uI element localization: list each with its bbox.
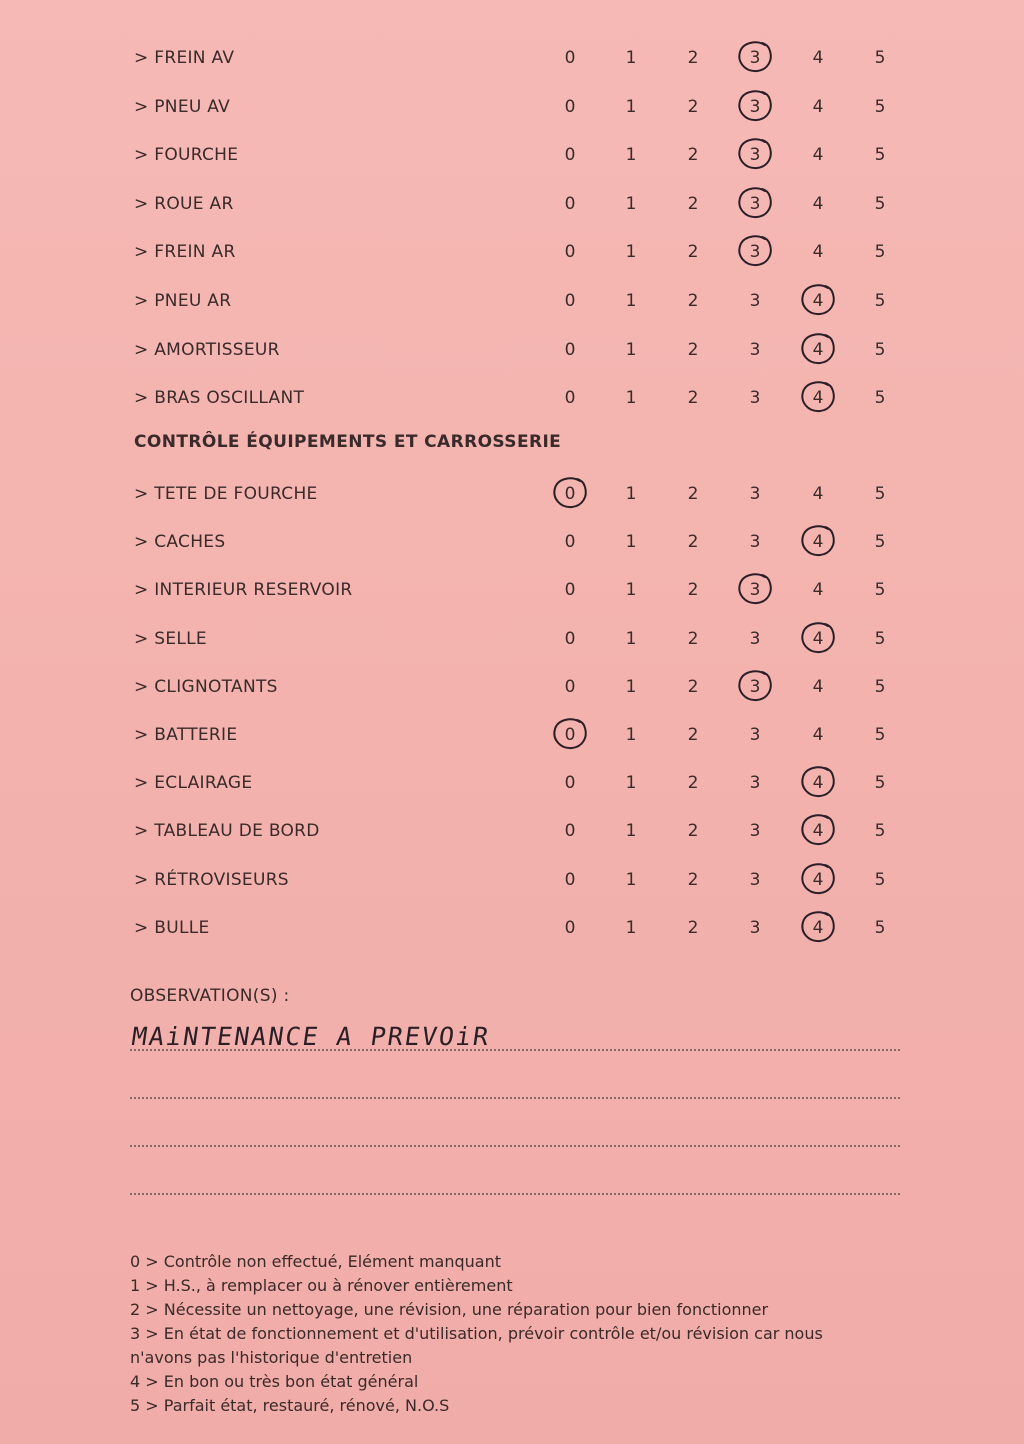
score-option-0: 0 [564, 48, 576, 68]
score-option-3: 3 [749, 532, 761, 553]
score-option-0: 0 [564, 628, 576, 649]
legend-line: 4 > En bon ou très bon état général [130, 1372, 419, 1391]
score-option-3: 3 [749, 676, 761, 697]
observation-line-3 [130, 1145, 900, 1147]
score-option-3: 3 [749, 48, 761, 68]
score-option-2: 2 [687, 484, 699, 504]
score-option-1: 1 [625, 532, 637, 553]
checklist-row [0, 335, 1024, 365]
score-option-4: 4 [812, 96, 824, 117]
score-option-4: 4 [812, 484, 824, 504]
item-label: > FOURCHE [134, 145, 239, 166]
item-label: > TABLEAU DE BORD [134, 821, 320, 842]
score-option-4: 4 [812, 291, 824, 311]
checklist-row [0, 720, 1024, 750]
item-label: > CACHES [134, 532, 226, 553]
item-label: > PNEU AV [134, 96, 231, 117]
score-option-4: 4 [812, 821, 824, 842]
item-label: > CLIGNOTANTS [134, 676, 278, 697]
item-label: > SELLE [134, 628, 207, 649]
score-option-2: 2 [687, 580, 699, 601]
checklist-row [0, 527, 1024, 557]
checklist-row [0, 92, 1024, 122]
checklist-row [0, 479, 1024, 509]
score-option-1: 1 [625, 242, 637, 263]
score-option-5: 5 [874, 821, 886, 842]
score-option-0: 0 [564, 145, 576, 166]
observation-line-2 [130, 1097, 900, 1099]
score-option-1: 1 [625, 773, 637, 794]
score-option-5: 5 [874, 532, 886, 553]
observations-label: OBSERVATION(S) : [130, 986, 290, 1006]
score-option-2: 2 [687, 242, 699, 263]
score-option-2: 2 [687, 532, 699, 553]
item-label: > FREIN AR [134, 242, 236, 263]
checklist-row [0, 624, 1024, 654]
score-option-5: 5 [874, 869, 886, 890]
legend-line: 1 > H.S., à remplacer ou à rénover entièrement [130, 1276, 513, 1295]
score-option-2: 2 [687, 291, 699, 311]
item-label: > BRAS OSCILLANT [134, 388, 305, 409]
score-option-5: 5 [874, 676, 886, 697]
score-option-2: 2 [687, 725, 699, 745]
score-option-5: 5 [874, 773, 886, 794]
score-option-1: 1 [625, 725, 637, 745]
score-option-5: 5 [874, 48, 886, 68]
item-label: > AMORTISSEUR [134, 339, 280, 360]
score-option-2: 2 [687, 821, 699, 842]
score-option-1: 1 [625, 145, 637, 166]
score-option-3: 3 [749, 917, 761, 938]
score-option-1: 1 [625, 388, 637, 409]
score-option-3: 3 [749, 96, 761, 117]
score-option-4: 4 [812, 193, 824, 214]
checklist-row [0, 768, 1024, 798]
checklist-row [0, 865, 1024, 895]
checklist-row [0, 383, 1024, 413]
score-option-2: 2 [687, 773, 699, 794]
score-option-5: 5 [874, 242, 886, 263]
checklist-row [0, 672, 1024, 702]
score-option-1: 1 [625, 628, 637, 649]
score-option-5: 5 [874, 388, 886, 409]
score-option-3: 3 [749, 725, 761, 745]
score-option-0: 0 [564, 242, 576, 263]
score-option-0: 0 [564, 580, 576, 601]
score-option-2: 2 [687, 96, 699, 117]
score-option-4: 4 [812, 628, 824, 649]
legend-line: 3 > En état de fonctionnement et d'utilisation, prévoir contrôle et/ou révision car nous [130, 1324, 823, 1343]
score-option-3: 3 [749, 145, 761, 166]
score-option-1: 1 [625, 291, 637, 311]
score-option-2: 2 [687, 917, 699, 938]
score-option-1: 1 [625, 580, 637, 601]
score-option-4: 4 [812, 869, 824, 890]
legend-line: 5 > Parfait état, restauré, rénové, N.O.S [130, 1396, 450, 1415]
score-option-3: 3 [749, 580, 761, 601]
score-option-0: 0 [564, 773, 576, 794]
observation-line-1 [130, 1049, 900, 1051]
score-option-4: 4 [812, 917, 824, 938]
item-label: > BATTERIE [134, 725, 238, 745]
score-option-2: 2 [687, 193, 699, 214]
score-option-3: 3 [749, 291, 761, 311]
score-option-2: 2 [687, 145, 699, 166]
score-option-3: 3 [749, 339, 761, 360]
score-option-1: 1 [625, 917, 637, 938]
score-option-2: 2 [687, 388, 699, 409]
score-option-2: 2 [687, 869, 699, 890]
item-label: > TETE DE FOURCHE [134, 484, 318, 504]
score-option-5: 5 [874, 193, 886, 214]
score-option-5: 5 [874, 628, 886, 649]
score-option-0: 0 [564, 339, 576, 360]
checklist-row [0, 43, 1024, 73]
score-option-2: 2 [687, 628, 699, 649]
score-option-4: 4 [812, 388, 824, 409]
score-option-5: 5 [874, 291, 886, 311]
score-option-0: 0 [564, 484, 576, 504]
score-option-0: 0 [564, 96, 576, 117]
legend-line: 2 > Nécessite un nettoyage, une révision, une réparation pour bien fonctionner [130, 1300, 769, 1319]
score-option-4: 4 [812, 725, 824, 745]
score-option-0: 0 [564, 291, 576, 311]
score-option-4: 4 [812, 145, 824, 166]
score-option-4: 4 [812, 532, 824, 553]
score-option-0: 0 [564, 676, 576, 697]
checklist-row [0, 913, 1024, 943]
score-option-3: 3 [749, 388, 761, 409]
score-option-3: 3 [749, 869, 761, 890]
checklist-row [0, 575, 1024, 605]
item-label: > FREIN AV [134, 48, 235, 68]
score-option-4: 4 [812, 676, 824, 697]
item-label: > BULLE [134, 917, 210, 938]
score-option-1: 1 [625, 869, 637, 890]
scoring-legend [130, 1250, 910, 1418]
score-option-3: 3 [749, 773, 761, 794]
score-option-0: 0 [564, 193, 576, 214]
legend-line: n'avons pas l'historique d'entretien [130, 1348, 413, 1367]
score-option-5: 5 [874, 339, 886, 360]
score-option-5: 5 [874, 917, 886, 938]
checklist-row [0, 237, 1024, 267]
checklist-row [0, 816, 1024, 846]
observation-handwritten-text: MAiNTENANCE A PREVOiR [129, 1022, 493, 1051]
checklist-row [0, 140, 1024, 170]
score-option-3: 3 [749, 821, 761, 842]
score-option-0: 0 [564, 917, 576, 938]
checklist-row [0, 189, 1024, 219]
score-option-4: 4 [812, 580, 824, 601]
score-option-1: 1 [625, 48, 637, 68]
legend-line: 0 > Contrôle non effectué, Elément manquant [130, 1252, 501, 1271]
score-option-1: 1 [625, 193, 637, 214]
item-label: > ROUE AR [134, 193, 234, 214]
item-label: > PNEU AR [134, 291, 232, 311]
score-option-5: 5 [874, 580, 886, 601]
score-option-3: 3 [749, 193, 761, 214]
score-option-2: 2 [687, 339, 699, 360]
item-label: > ECLAIRAGE [134, 773, 253, 794]
score-option-4: 4 [812, 339, 824, 360]
score-option-3: 3 [749, 242, 761, 263]
score-option-4: 4 [812, 242, 824, 263]
score-option-1: 1 [625, 484, 637, 504]
score-option-1: 1 [625, 339, 637, 360]
score-option-0: 0 [564, 532, 576, 553]
score-option-5: 5 [874, 96, 886, 117]
checklist-row [0, 286, 1024, 316]
score-option-0: 0 [564, 821, 576, 842]
score-option-1: 1 [625, 821, 637, 842]
section-title: CONTRÔLE ÉQUIPEMENTS ET CARROSSERIE [134, 432, 562, 452]
score-option-5: 5 [874, 484, 886, 504]
score-option-2: 2 [687, 676, 699, 697]
score-option-5: 5 [874, 725, 886, 745]
score-option-0: 0 [564, 388, 576, 409]
item-label: > INTERIEUR RESERVOIR [134, 580, 353, 601]
score-option-0: 0 [564, 725, 576, 745]
score-option-3: 3 [749, 484, 761, 504]
score-option-0: 0 [564, 869, 576, 890]
score-option-1: 1 [625, 676, 637, 697]
score-option-1: 1 [625, 96, 637, 117]
score-option-4: 4 [812, 48, 824, 68]
score-option-3: 3 [749, 628, 761, 649]
item-label: > RÉTROVISEURS [134, 869, 289, 890]
score-option-5: 5 [874, 145, 886, 166]
score-option-2: 2 [687, 48, 699, 68]
observation-line-4 [130, 1193, 900, 1195]
score-option-4: 4 [812, 773, 824, 794]
